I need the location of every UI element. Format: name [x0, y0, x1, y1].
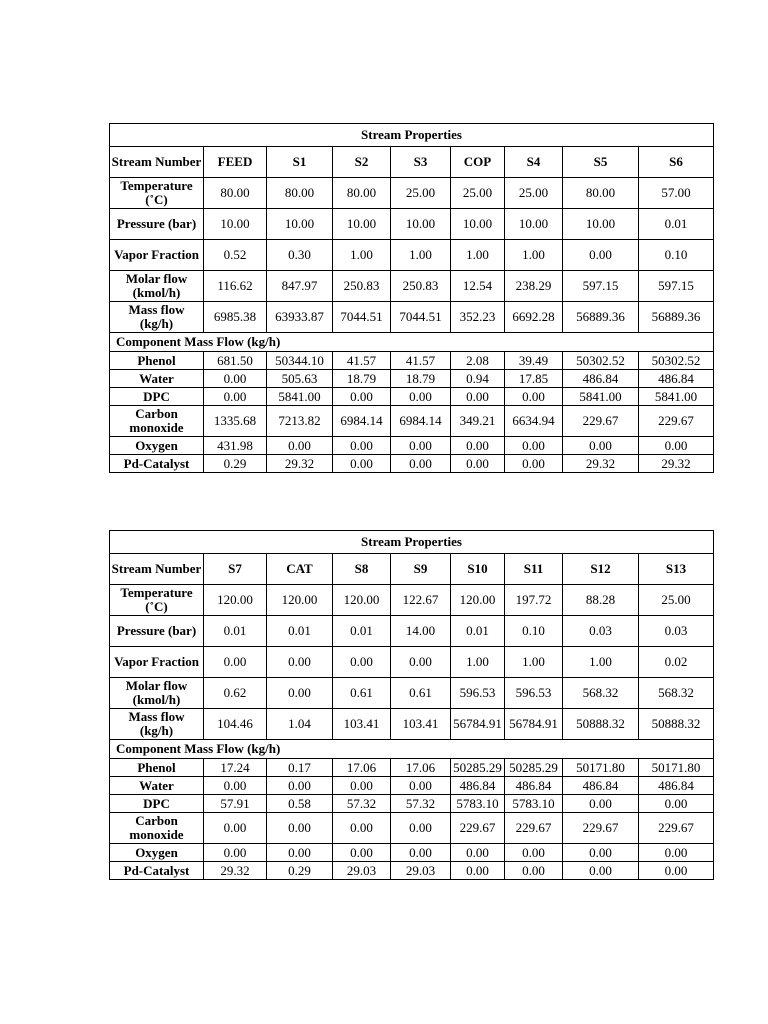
stream-number-header: Stream Number	[110, 554, 204, 585]
property-value: 0.03	[639, 616, 714, 647]
property-value: 1.00	[505, 240, 563, 271]
component-value: 486.84	[505, 777, 563, 795]
property-value: 25.00	[451, 178, 505, 209]
property-value: 120.00	[204, 585, 267, 616]
component-value: 0.00	[391, 813, 451, 844]
property-label: Vapor Fraction	[110, 240, 204, 271]
property-label: Molar flow (kmol/h)	[110, 678, 204, 709]
property-value: 10.00	[333, 209, 391, 240]
component-value: 0.00	[563, 437, 639, 455]
stream-column-header: S9	[391, 554, 451, 585]
component-label: Oxygen	[110, 844, 204, 862]
property-value: 116.62	[204, 271, 267, 302]
property-value: 63933.87	[267, 302, 333, 333]
component-value: 0.00	[505, 388, 563, 406]
component-value: 50302.52	[639, 352, 714, 370]
property-value: 6985.38	[204, 302, 267, 333]
component-label: Pd-Catalyst	[110, 862, 204, 880]
property-label: Mass flow (kg/h)	[110, 302, 204, 333]
table-header-row	[110, 147, 714, 178]
property-value: 847.97	[267, 271, 333, 302]
component-value: 486.84	[639, 777, 714, 795]
component-value: 349.21	[451, 406, 505, 437]
component-value: 5841.00	[639, 388, 714, 406]
component-value: 0.00	[505, 844, 563, 862]
component-label: Phenol	[110, 759, 204, 777]
property-value: 7044.51	[391, 302, 451, 333]
component-row	[110, 370, 714, 388]
property-value: 56784.91	[505, 709, 563, 740]
stream-column-header: FEED	[204, 147, 267, 178]
component-value: 18.79	[391, 370, 451, 388]
stream-column-header: S13	[639, 554, 714, 585]
component-value: 0.00	[505, 455, 563, 473]
component-value: 0.00	[391, 455, 451, 473]
component-value: 0.00	[639, 437, 714, 455]
stream-column-header: S1	[267, 147, 333, 178]
property-label: Molar flow (kmol/h)	[110, 271, 204, 302]
component-row	[110, 437, 714, 455]
component-value: 0.29	[204, 455, 267, 473]
component-row	[110, 862, 714, 880]
property-value: 10.00	[451, 209, 505, 240]
component-label: DPC	[110, 795, 204, 813]
component-value: 0.00	[333, 455, 391, 473]
property-row	[110, 271, 714, 302]
component-value: 0.00	[204, 777, 267, 795]
component-value: 5841.00	[267, 388, 333, 406]
property-value: 25.00	[391, 178, 451, 209]
component-mass-flow-heading: Component Mass Flow (kg/h)	[110, 333, 714, 352]
component-value: 17.06	[391, 759, 451, 777]
property-label: Temperature (˚C)	[110, 585, 204, 616]
component-value: 229.67	[563, 813, 639, 844]
component-row	[110, 777, 714, 795]
property-row	[110, 647, 714, 678]
property-value: 250.83	[333, 271, 391, 302]
component-value: 29.32	[639, 455, 714, 473]
component-row	[110, 813, 714, 844]
stream-column-header: S3	[391, 147, 451, 178]
property-value: 104.46	[204, 709, 267, 740]
component-value: 0.00	[391, 777, 451, 795]
table-header-row	[110, 554, 714, 585]
stream-properties-table-1	[109, 123, 714, 473]
property-value: 57.00	[639, 178, 714, 209]
property-value: 6692.28	[505, 302, 563, 333]
property-row	[110, 709, 714, 740]
component-value: 0.00	[333, 437, 391, 455]
property-value: 0.01	[333, 616, 391, 647]
property-value: 0.52	[204, 240, 267, 271]
property-value: 25.00	[639, 585, 714, 616]
component-value: 0.00	[639, 862, 714, 880]
property-label: Pressure (bar)	[110, 209, 204, 240]
component-value: 0.00	[639, 844, 714, 862]
property-value: 0.01	[204, 616, 267, 647]
property-value: 597.15	[639, 271, 714, 302]
property-value: 0.00	[333, 647, 391, 678]
property-value: 0.10	[639, 240, 714, 271]
property-value: 56889.36	[639, 302, 714, 333]
property-label: Vapor Fraction	[110, 647, 204, 678]
component-row	[110, 406, 714, 437]
component-value: 0.17	[267, 759, 333, 777]
component-value: 0.00	[267, 777, 333, 795]
property-value: 596.53	[505, 678, 563, 709]
property-value: 120.00	[451, 585, 505, 616]
component-value: 50171.80	[563, 759, 639, 777]
property-value: 120.00	[333, 585, 391, 616]
property-value: 596.53	[451, 678, 505, 709]
component-label: Phenol	[110, 352, 204, 370]
component-value: 0.00	[333, 813, 391, 844]
component-value: 50285.29	[451, 759, 505, 777]
property-value: 0.01	[639, 209, 714, 240]
property-row	[110, 240, 714, 271]
component-label: Pd-Catalyst	[110, 455, 204, 473]
component-value: 29.03	[333, 862, 391, 880]
component-value: 0.94	[451, 370, 505, 388]
property-value: 568.32	[563, 678, 639, 709]
component-value: 50171.80	[639, 759, 714, 777]
component-value: 0.00	[267, 437, 333, 455]
component-value: 6984.14	[391, 406, 451, 437]
component-value: 0.00	[267, 813, 333, 844]
component-value: 0.00	[204, 388, 267, 406]
component-value: 50302.52	[563, 352, 639, 370]
stream-column-header: S7	[204, 554, 267, 585]
property-value: 0.02	[639, 647, 714, 678]
property-value: 103.41	[333, 709, 391, 740]
component-value: 0.00	[451, 862, 505, 880]
component-value: 0.58	[267, 795, 333, 813]
property-value: 80.00	[563, 178, 639, 209]
property-value: 50888.32	[563, 709, 639, 740]
property-value: 10.00	[563, 209, 639, 240]
property-value: 0.00	[563, 240, 639, 271]
table-caption-row	[110, 531, 714, 554]
component-label: Carbon monoxide	[110, 406, 204, 437]
property-value: 0.01	[451, 616, 505, 647]
component-value: 486.84	[563, 370, 639, 388]
component-value: 41.57	[333, 352, 391, 370]
component-value: 5841.00	[563, 388, 639, 406]
property-value: 0.00	[267, 647, 333, 678]
property-value: 0.01	[267, 616, 333, 647]
property-value: 10.00	[505, 209, 563, 240]
stream-column-header: COP	[451, 147, 505, 178]
property-value: 10.00	[204, 209, 267, 240]
component-value: 57.91	[204, 795, 267, 813]
property-value: 597.15	[563, 271, 639, 302]
property-value: 56784.91	[451, 709, 505, 740]
property-row	[110, 585, 714, 616]
property-row	[110, 178, 714, 209]
component-row	[110, 352, 714, 370]
component-value: 57.32	[333, 795, 391, 813]
component-label: Carbon monoxide	[110, 813, 204, 844]
component-value: 50344.10	[267, 352, 333, 370]
component-value: 0.00	[563, 844, 639, 862]
component-row	[110, 388, 714, 406]
section-row	[110, 740, 714, 759]
component-value: 29.03	[391, 862, 451, 880]
property-value: 238.29	[505, 271, 563, 302]
component-value: 0.00	[391, 388, 451, 406]
property-value: 1.00	[563, 647, 639, 678]
component-value: 18.79	[333, 370, 391, 388]
table-caption: Stream Properties	[110, 531, 714, 554]
property-label: Pressure (bar)	[110, 616, 204, 647]
component-value: 0.00	[204, 844, 267, 862]
property-value: 0.61	[333, 678, 391, 709]
property-value: 50888.32	[639, 709, 714, 740]
component-mass-flow-heading: Component Mass Flow (kg/h)	[110, 740, 714, 759]
component-value: 486.84	[563, 777, 639, 795]
component-label: Water	[110, 777, 204, 795]
component-value: 229.67	[639, 406, 714, 437]
component-value: 7213.82	[267, 406, 333, 437]
property-value: 0.62	[204, 678, 267, 709]
stream-column-header: S11	[505, 554, 563, 585]
property-value: 12.54	[451, 271, 505, 302]
property-value: 122.67	[391, 585, 451, 616]
component-value: 0.00	[204, 813, 267, 844]
component-value: 57.32	[391, 795, 451, 813]
property-value: 10.00	[391, 209, 451, 240]
stream-column-header: S2	[333, 147, 391, 178]
component-value: 0.00	[333, 844, 391, 862]
component-value: 0.00	[639, 795, 714, 813]
property-value: 250.83	[391, 271, 451, 302]
component-value: 0.00	[391, 437, 451, 455]
property-value: 103.41	[391, 709, 451, 740]
component-value: 39.49	[505, 352, 563, 370]
stream-column-header: S5	[563, 147, 639, 178]
component-value: 229.67	[451, 813, 505, 844]
property-row	[110, 209, 714, 240]
property-value: 1.00	[451, 240, 505, 271]
property-value: 80.00	[267, 178, 333, 209]
property-value: 0.61	[391, 678, 451, 709]
property-value: 0.00	[391, 647, 451, 678]
property-value: 14.00	[391, 616, 451, 647]
property-value: 80.00	[204, 178, 267, 209]
component-value: 5783.10	[451, 795, 505, 813]
component-value: 486.84	[451, 777, 505, 795]
component-value: 6984.14	[333, 406, 391, 437]
property-value: 120.00	[267, 585, 333, 616]
table-caption-row	[110, 124, 714, 147]
component-value: 0.29	[267, 862, 333, 880]
component-value: 431.98	[204, 437, 267, 455]
component-value: 0.00	[505, 862, 563, 880]
component-value: 2.08	[451, 352, 505, 370]
component-label: Water	[110, 370, 204, 388]
component-value: 6634.94	[505, 406, 563, 437]
component-value: 0.00	[563, 862, 639, 880]
property-row	[110, 302, 714, 333]
property-value: 1.00	[333, 240, 391, 271]
stream-column-header: S4	[505, 147, 563, 178]
property-value: 10.00	[267, 209, 333, 240]
component-value: 50285.29	[505, 759, 563, 777]
component-value: 41.57	[391, 352, 451, 370]
component-value: 505.63	[267, 370, 333, 388]
component-value: 681.50	[204, 352, 267, 370]
property-value: 0.00	[204, 647, 267, 678]
component-row	[110, 759, 714, 777]
property-value: 80.00	[333, 178, 391, 209]
stream-column-header: S6	[639, 147, 714, 178]
component-value: 0.00	[333, 777, 391, 795]
component-value: 229.67	[639, 813, 714, 844]
stream-column-header: CAT	[267, 554, 333, 585]
stream-column-header: S12	[563, 554, 639, 585]
property-label: Temperature (˚C)	[110, 178, 204, 209]
component-value: 486.84	[639, 370, 714, 388]
table-caption: Stream Properties	[110, 124, 714, 147]
component-value: 29.32	[204, 862, 267, 880]
property-label: Mass flow (kg/h)	[110, 709, 204, 740]
component-value: 0.00	[333, 388, 391, 406]
component-value: 1335.68	[204, 406, 267, 437]
property-value: 0.00	[267, 678, 333, 709]
property-value: 56889.36	[563, 302, 639, 333]
property-value: 25.00	[505, 178, 563, 209]
component-value: 29.32	[563, 455, 639, 473]
component-value: 229.67	[563, 406, 639, 437]
component-value: 0.00	[563, 795, 639, 813]
property-value: 197.72	[505, 585, 563, 616]
property-value: 0.30	[267, 240, 333, 271]
section-row	[110, 333, 714, 352]
property-row	[110, 678, 714, 709]
property-value: 1.00	[505, 647, 563, 678]
component-value: 0.00	[451, 388, 505, 406]
stream-properties-table-2	[109, 530, 714, 880]
property-value: 1.04	[267, 709, 333, 740]
component-value: 0.00	[451, 844, 505, 862]
component-value: 17.24	[204, 759, 267, 777]
component-value: 0.00	[391, 844, 451, 862]
component-label: DPC	[110, 388, 204, 406]
property-value: 1.00	[391, 240, 451, 271]
component-label: Oxygen	[110, 437, 204, 455]
property-value: 0.03	[563, 616, 639, 647]
component-row	[110, 455, 714, 473]
component-value: 0.00	[267, 844, 333, 862]
component-value: 0.00	[451, 455, 505, 473]
component-value: 17.06	[333, 759, 391, 777]
component-value: 0.00	[451, 437, 505, 455]
component-value: 29.32	[267, 455, 333, 473]
stream-column-header: S8	[333, 554, 391, 585]
property-value: 568.32	[639, 678, 714, 709]
property-value: 0.10	[505, 616, 563, 647]
stream-column-header: S10	[451, 554, 505, 585]
property-row	[110, 616, 714, 647]
property-value: 352.23	[451, 302, 505, 333]
component-value: 229.67	[505, 813, 563, 844]
component-value: 0.00	[204, 370, 267, 388]
component-value: 5783.10	[505, 795, 563, 813]
component-value: 17.85	[505, 370, 563, 388]
component-row	[110, 844, 714, 862]
stream-number-header: Stream Number	[110, 147, 204, 178]
component-row	[110, 795, 714, 813]
component-value: 0.00	[505, 437, 563, 455]
property-value: 7044.51	[333, 302, 391, 333]
property-value: 1.00	[451, 647, 505, 678]
property-value: 88.28	[563, 585, 639, 616]
